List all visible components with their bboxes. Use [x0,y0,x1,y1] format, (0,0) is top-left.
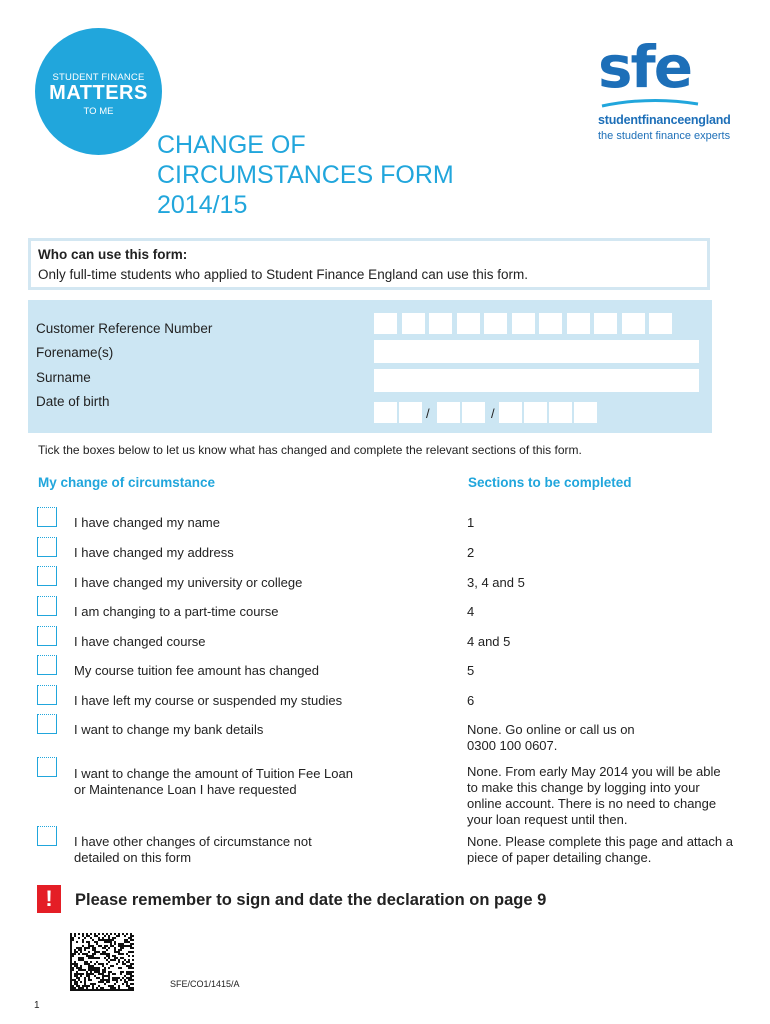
student-finance-matters-badge [35,28,162,155]
change-checkbox[interactable] [37,826,57,846]
title-line-1: CHANGE OF [157,131,306,159]
change-checkbox[interactable] [37,757,57,777]
sections-value: None. Go online or call us on 0300 100 0607. [467,722,635,753]
change-checkbox[interactable] [37,507,57,527]
change-label: I have changed course [74,634,206,649]
crn-digit-box[interactable] [622,313,645,334]
dob-digit-box[interactable] [437,402,460,423]
sections-value: 3, 4 and 5 [467,575,525,590]
crn-digit-box[interactable] [594,313,617,334]
change-checkbox[interactable] [37,685,57,705]
page-number: 1 [34,1000,40,1011]
sections-value: 4 and 5 [467,634,511,649]
dob-digit-box[interactable] [399,402,422,423]
dob-separator: / [491,406,495,421]
who-heading: Who can use this form: [38,247,188,262]
change-checkbox[interactable] [37,626,57,646]
forenames-label: Forename(s) [36,345,114,360]
sections-value: None. From early May 2014 you will be able to make this change by logging into your online account. There is no need to change your loan request until then. [467,764,721,827]
change-checkbox[interactable] [37,566,57,586]
sections-value: 4 [467,604,475,619]
barcode-icon [70,933,134,991]
badge-line-3: TO ME [83,106,114,117]
change-checkbox[interactable] [37,714,57,734]
change-label: I want to change the amount of Tuition Fee Loan or Maintenance Loan I have requested [74,766,353,797]
dob-separator: / [426,406,430,421]
crn-digit-box[interactable] [402,313,425,334]
sections-value: 6 [467,693,475,708]
dob-digit-box[interactable] [374,402,397,423]
crn-digit-box[interactable] [484,313,507,334]
change-label: I have left my course or suspended my studies [74,693,343,708]
crn-digit-box[interactable] [512,313,535,334]
surname-field[interactable] [374,369,699,392]
page-title [157,130,557,220]
change-label: My course tuition fee amount has changed [74,663,319,678]
sections-value: 2 [467,545,475,560]
dob-digit-box[interactable] [574,402,597,423]
dob-digit-box[interactable] [549,402,572,423]
crn-digit-box[interactable] [457,313,480,334]
sections-value: None. Please complete this page and attach a piece of paper detailing change. [467,834,733,865]
warning-icon: ! [37,885,61,913]
crn-digit-box[interactable] [539,313,562,334]
sections-value: 1 [467,515,475,530]
dob-digit-box[interactable] [462,402,485,423]
forenames-field[interactable] [374,340,699,363]
crn-digit-box[interactable] [649,313,672,334]
crn-digit-box[interactable] [567,313,590,334]
change-label: I have changed my address [74,545,234,560]
instruction-text: Tick the boxes below to let us know what has changed and complete the relevant sections of this form. [38,443,582,457]
sections-value: 5 [467,663,475,678]
change-label: I have changed my name [74,515,220,530]
change-checkbox[interactable] [37,655,57,675]
crn-digit-box[interactable] [374,313,397,334]
logo-tagline: the student finance experts [598,130,731,142]
crn-label: Customer Reference Number [36,321,213,336]
sections-column-heading: Sections to be completed [468,475,632,490]
form-reference: SFE/CO1/1415/A [170,979,240,989]
who-text: Only full-time students who applied to Student Finance England can use this form. [38,267,529,282]
badge-line-2: MATTERS [49,82,148,104]
change-label: I want to change my bank details [74,722,264,737]
dob-digit-box[interactable] [499,402,522,423]
logo-name: studentfinanceengland [598,113,731,127]
change-label: I have changed my university or college [74,575,303,590]
change-label: I am changing to a part-time course [74,604,279,619]
change-label: I have other changes of circumstance not detailed on this form [74,834,312,865]
logo-swoosh-icon [600,98,700,110]
title-line-2: CIRCUMSTANCES FORM [157,161,454,189]
badge-line-1: STUDENT FINANCE [52,72,145,83]
change-checkbox[interactable] [37,537,57,557]
sfe-logo: sfe [598,33,692,101]
title-line-3: 2014/15 [157,191,248,219]
surname-label: Surname [36,370,91,385]
dob-digit-box[interactable] [524,402,547,423]
personal-details-panel [28,300,712,433]
dob-label: Date of birth [36,394,110,409]
who-can-use-box [28,238,710,290]
change-column-heading: My change of circumstance [38,475,216,490]
declaration-reminder: Please remember to sign and date the declaration on page 9 [75,891,547,909]
change-checkbox[interactable] [37,596,57,616]
crn-digit-box[interactable] [429,313,452,334]
